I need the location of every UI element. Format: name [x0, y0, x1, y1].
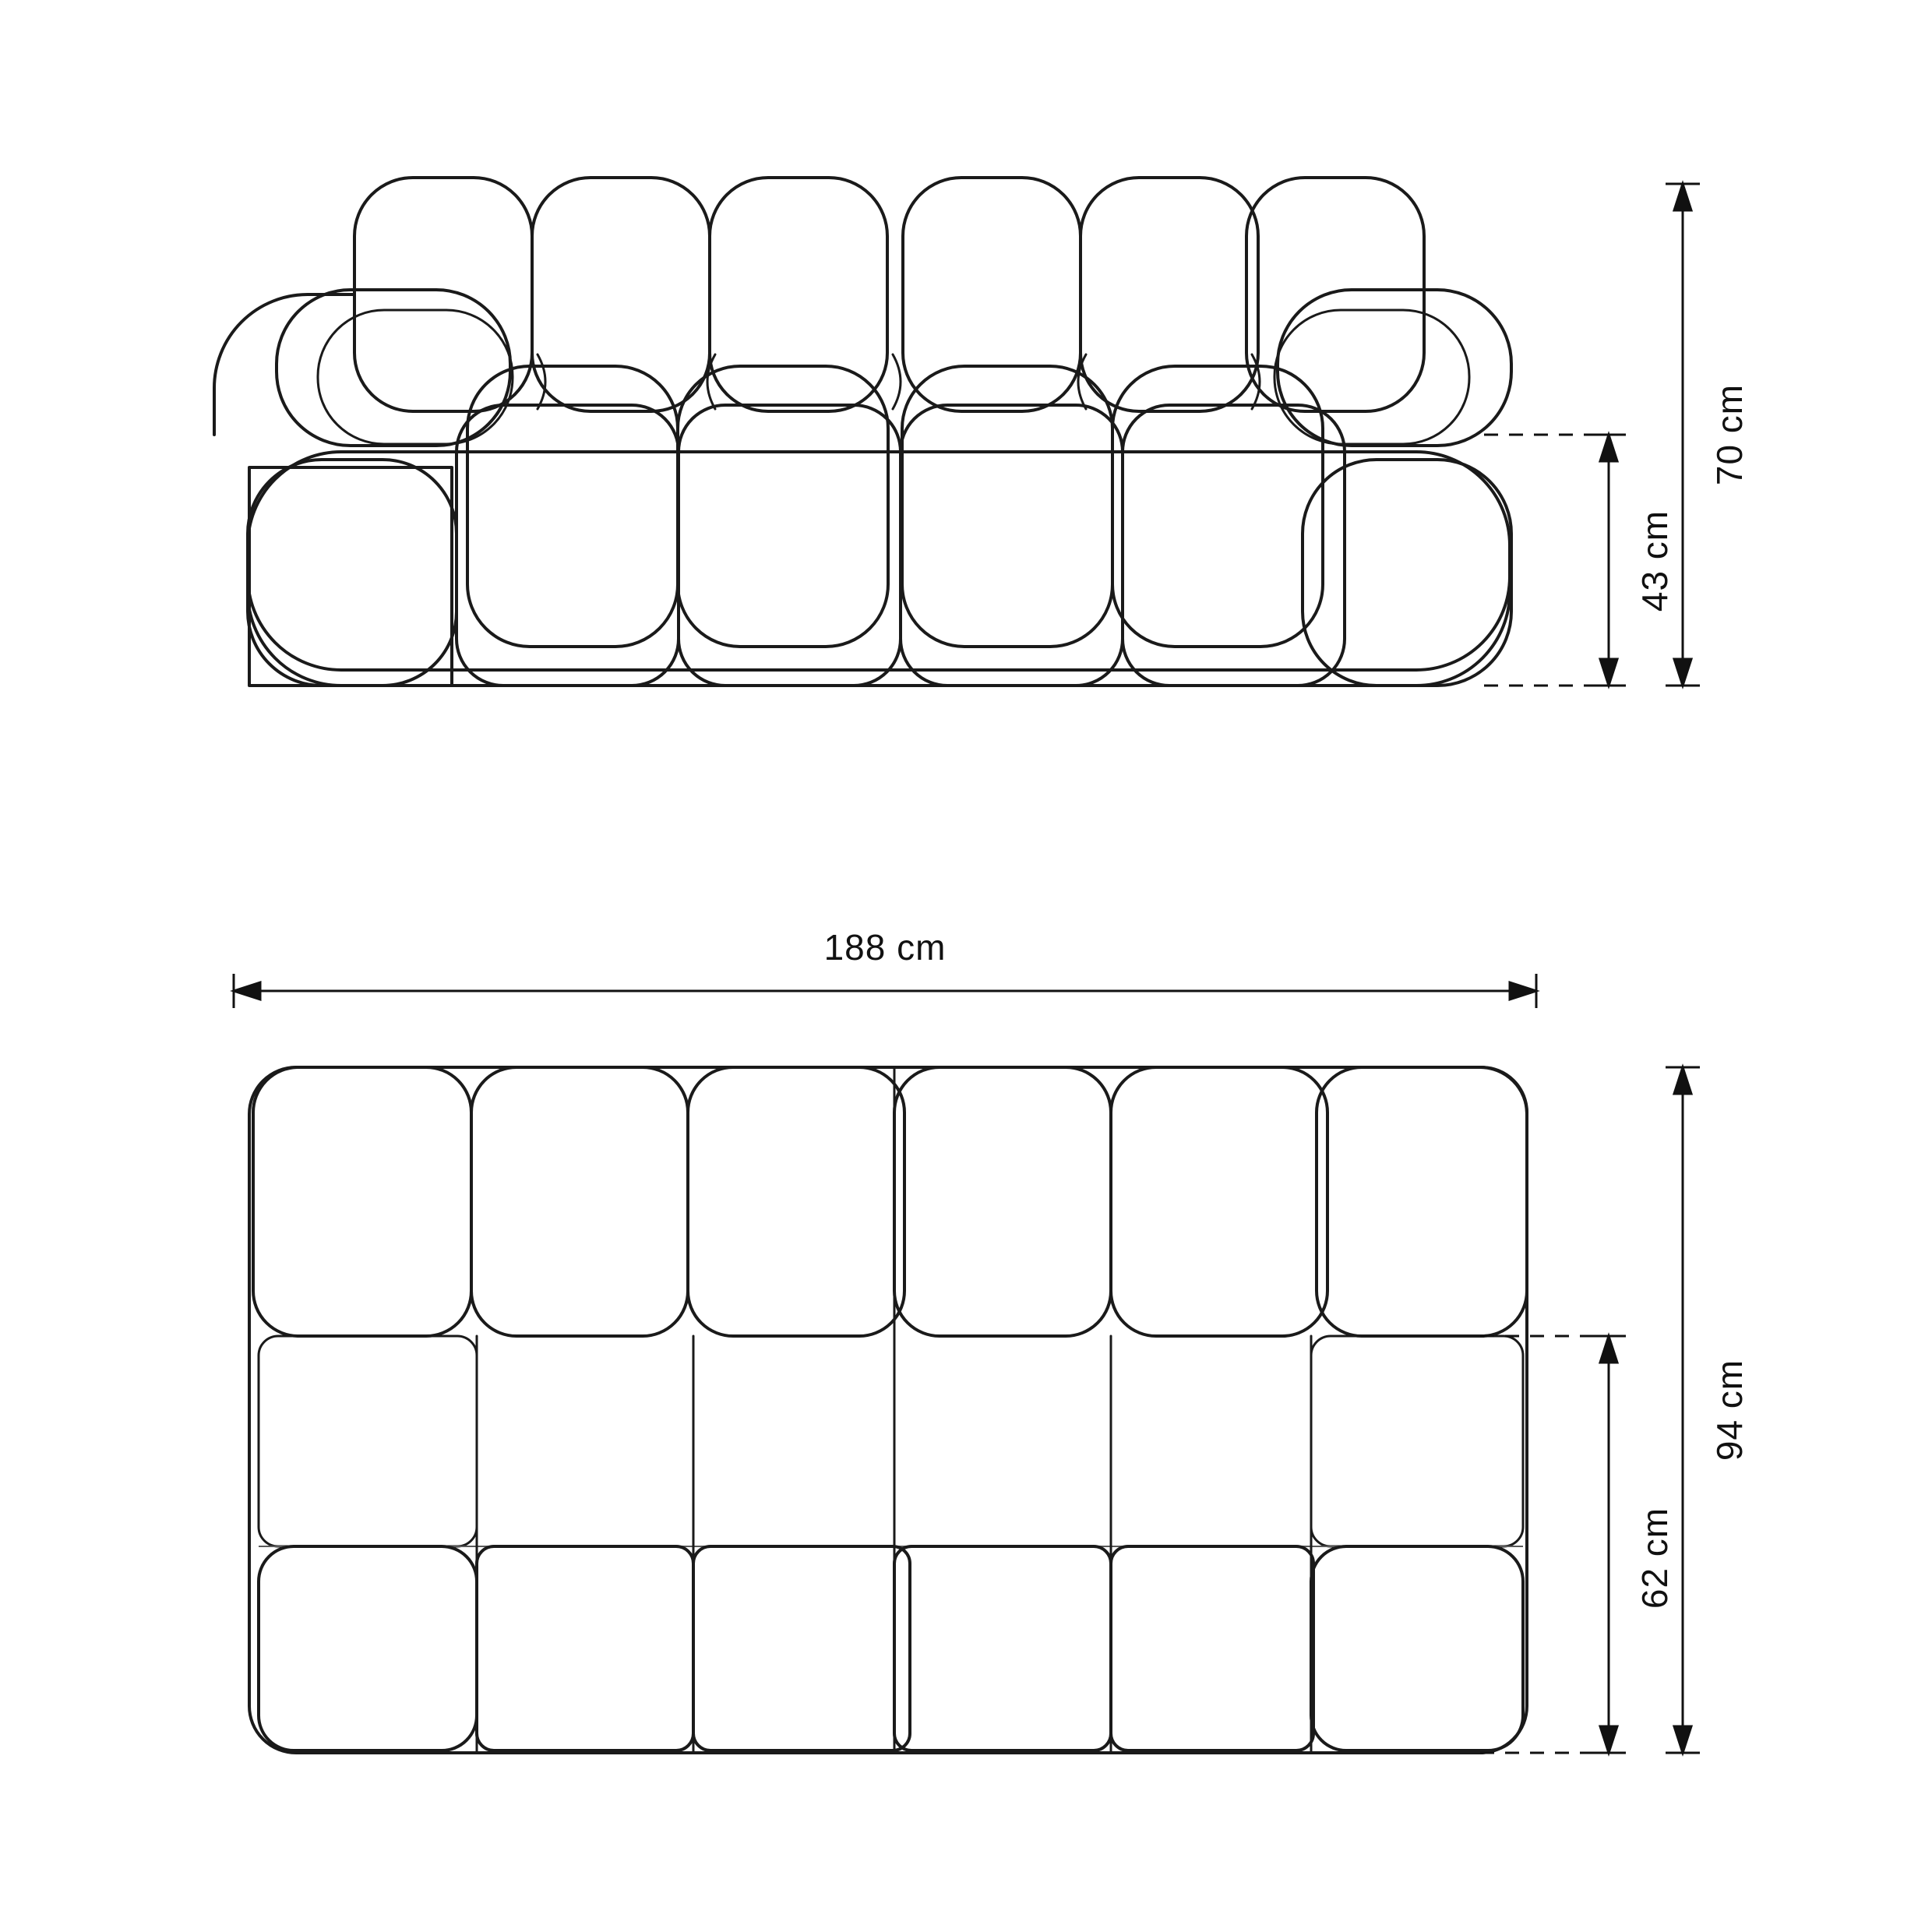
front-backrest-cushions [354, 178, 1424, 411]
plan-front-row [259, 1546, 1523, 1750]
dim-label-total-width: 188 cm [823, 927, 947, 968]
dim-label-total-depth: 94 cm [1709, 1359, 1750, 1461]
plan-backrest-row [253, 1067, 1527, 1336]
plan-view-dimensions [234, 974, 1700, 1753]
front-seat-cushions-upper [467, 366, 1323, 647]
dim-label-total-height: 70 cm [1709, 383, 1750, 486]
front-elevation-view [214, 178, 1511, 686]
plan-module-splits [477, 1067, 1311, 1753]
front-armrests [214, 290, 1511, 446]
plan-seat-row [259, 1336, 1523, 1546]
front-cushion-joints [538, 354, 1260, 409]
dim-label-seat-depth: 62 cm [1634, 1507, 1675, 1609]
top-plan-view [249, 1067, 1527, 1753]
dim-label-seat-height: 43 cm [1634, 509, 1675, 612]
